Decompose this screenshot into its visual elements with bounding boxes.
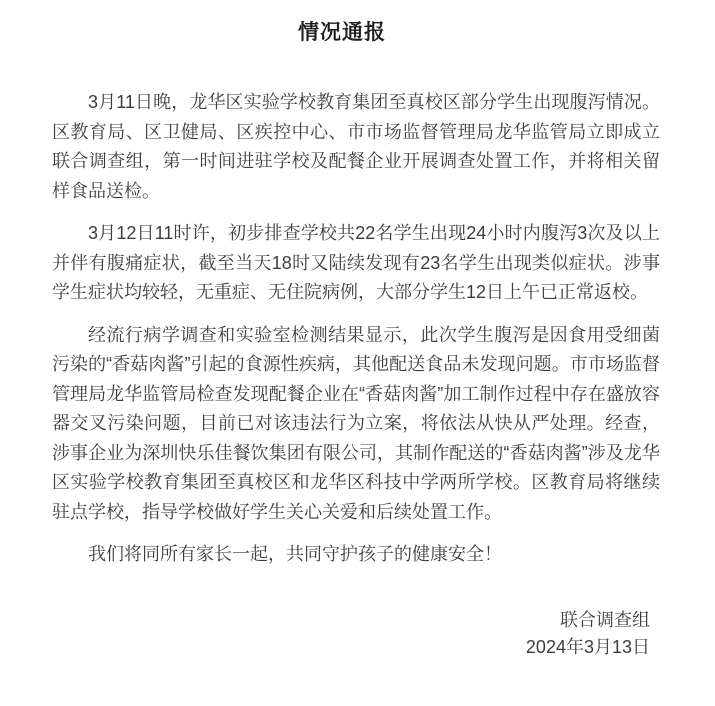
paragraph-case-numbers: 3月12日11时许，初步排查学校共22名学生出现24小时内腹泻3次及以上并伴有腹痛症状，截至当天18时又陆续发现有23名学生出现类似症状。涉事学生症状均较轻，无重症、无住院病例，大部分学生12日上午已正常返校。 — [52, 223, 660, 302]
paragraph-closing-statement: 我们将同所有家长一起，共同守护孩子的健康安全！ — [88, 544, 502, 564]
paragraph-incident-overview: 3月11日晚，龙华区实验学校教育集团至真校区部分学生出现腹泻情况。区教育局、区卫健局、区疾控中心、市市场监督管理局龙华监管局立即成立联合调查组，第一时间进驻学校及配餐企业开展调查处置工作，并将相关留样食品送检。 — [52, 92, 660, 201]
signature-organization: 联合调查组 — [560, 609, 650, 630]
signature-date: 2024年3月13日 — [525, 636, 650, 657]
paragraph-investigation-findings: 经流行病学调查和实验室检测结果显示，此次学生腹泻是因食用受细菌污染的“香菇肉酱”引起的食源性疾病，其他配送食品未发现问题。市市场监督管理局龙华监管局检查发现配餐企业在“香菇肉酱”加工制作过程中存在盛放容器交叉污染问题，目前已对该违法行为立案，将依法从快从严处理。经查，涉事企业为深圳快乐佳餐饮集团有限公司，其制作配送的“香菇肉酱”涉及龙华区实验学校教育集团至真校区和龙华区科技中学两所学校。区教育局将继续驻点学校，指导学校做好学生关心关爱和后续处置工作。 — [52, 324, 660, 522]
signature-block — [52, 607, 660, 661]
document-title: 情况通报 — [298, 21, 386, 44]
